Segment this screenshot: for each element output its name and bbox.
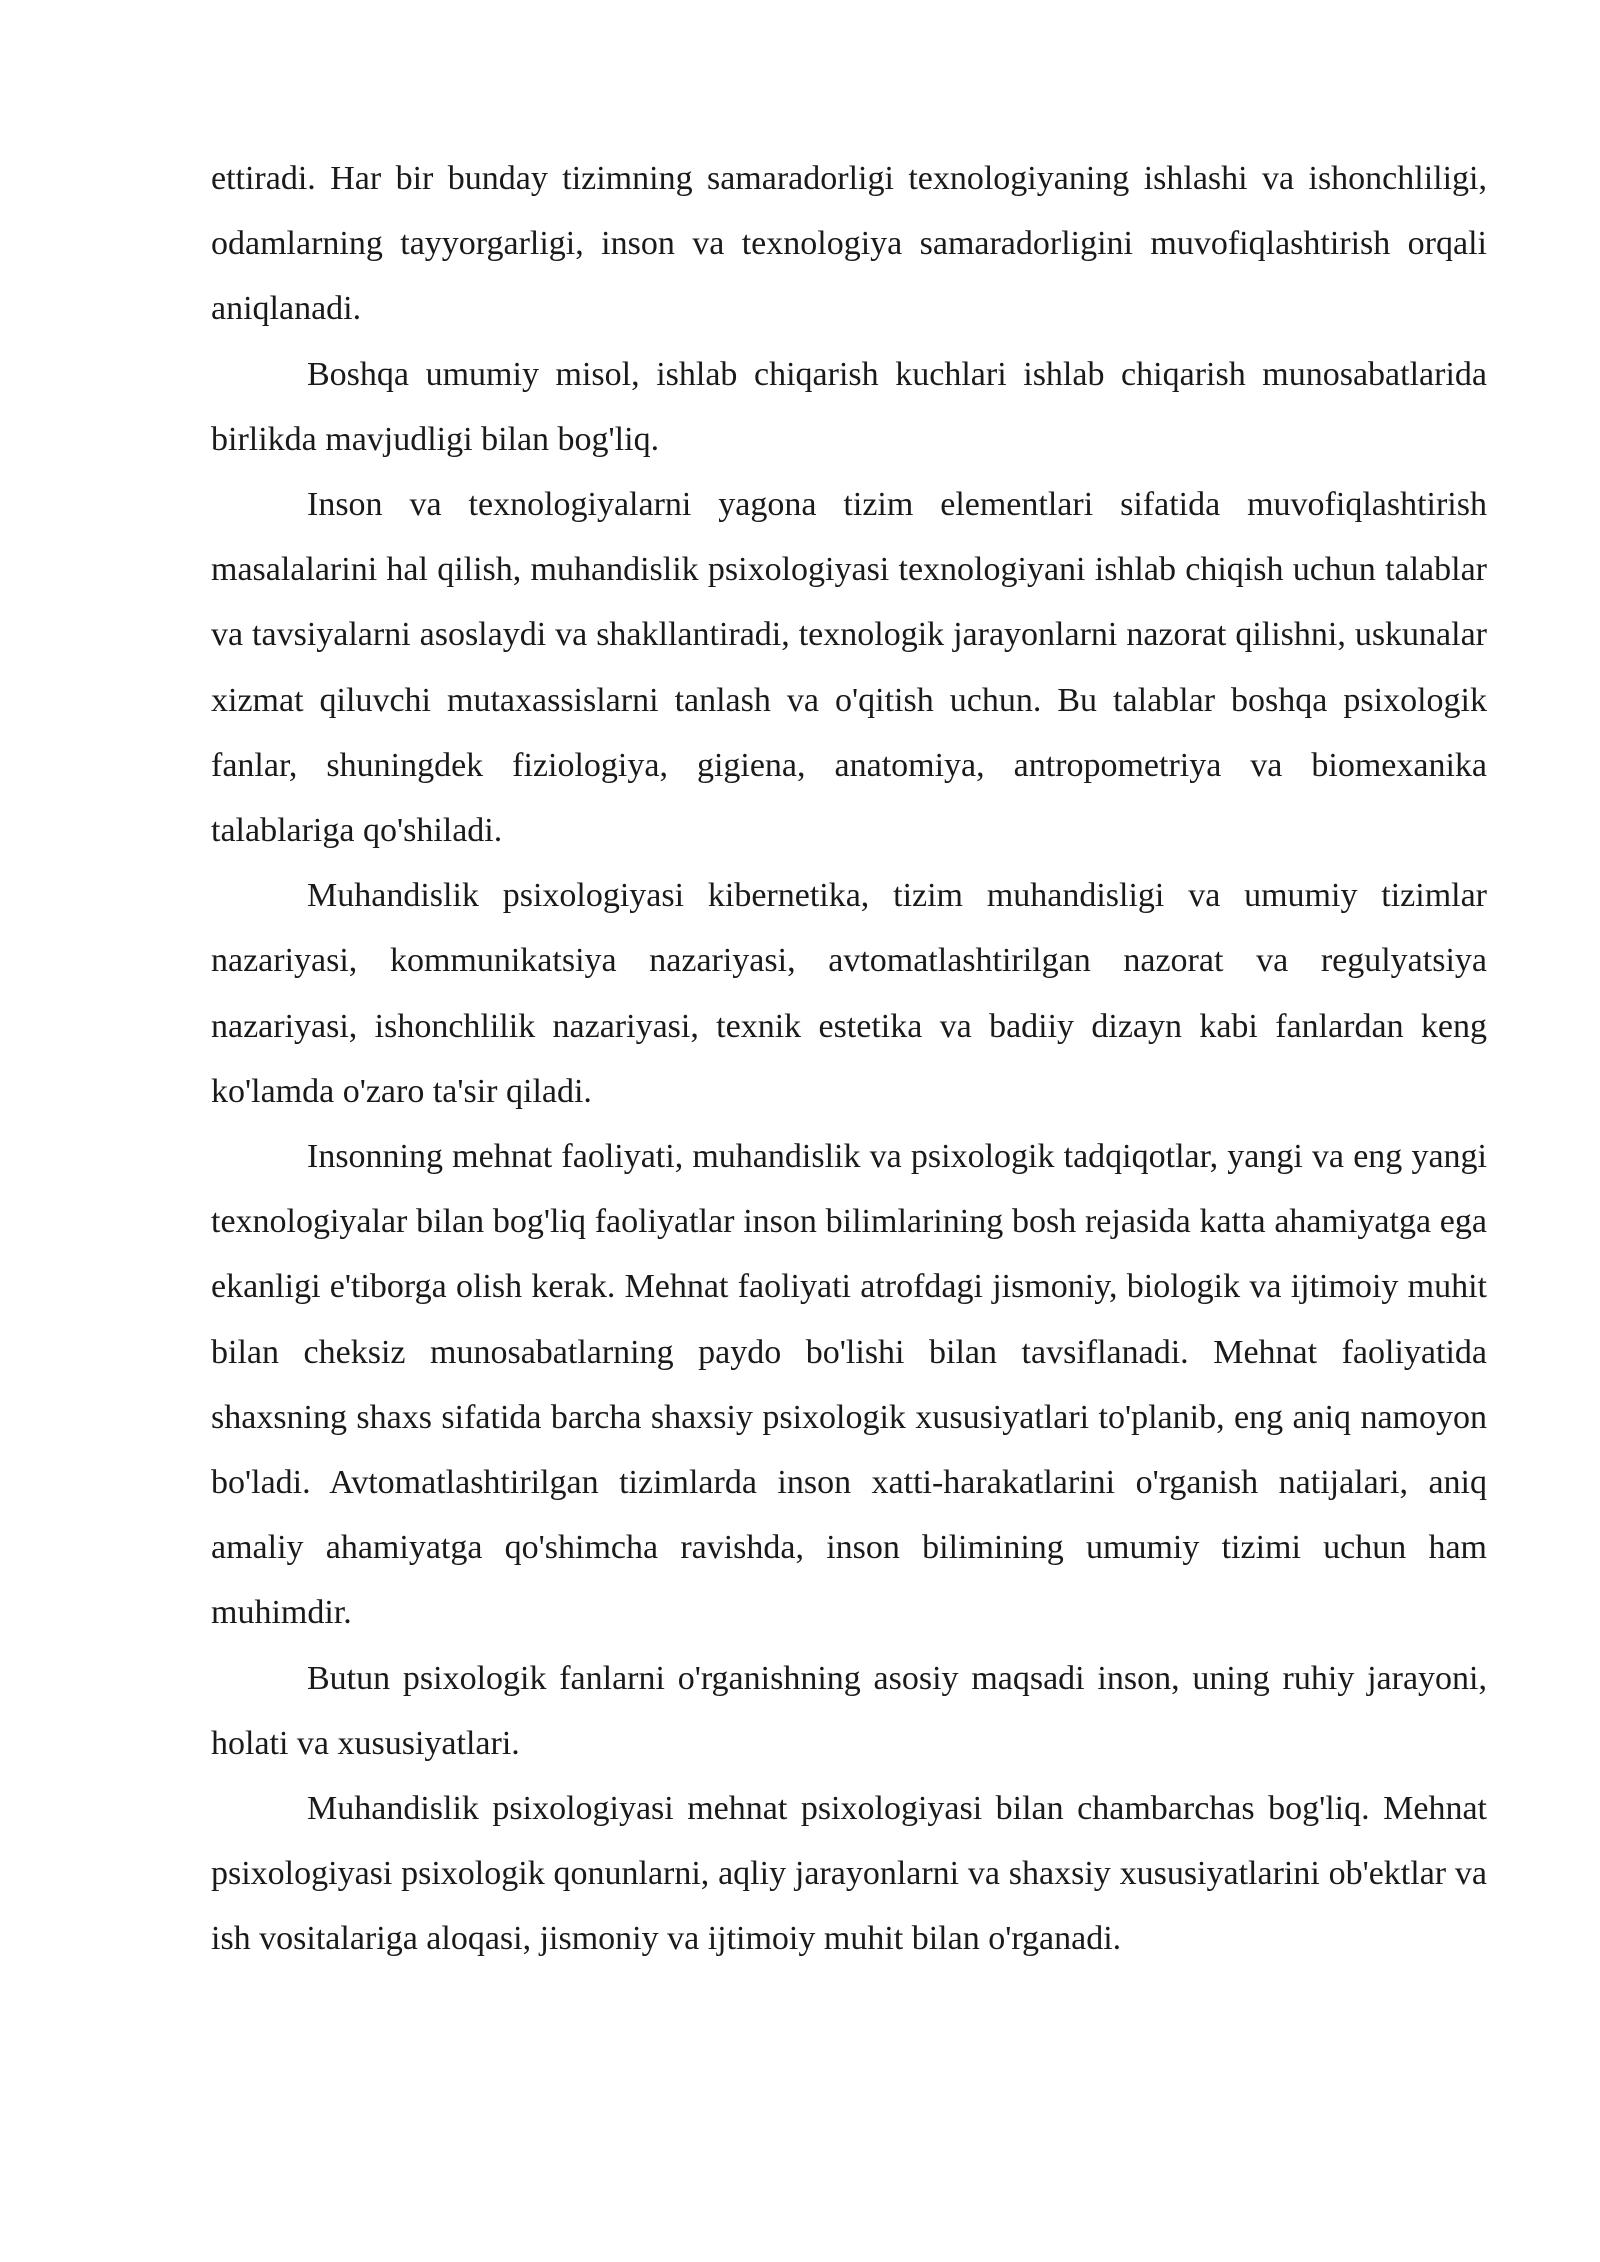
paragraph: Insonning mehnat faoliyati, muhandislik va psixologik tadqiqotlar, yangi va eng yangi texnologiyalar bilan bog'liq faoliyatlar inson bilimlarining bosh rejasida katta ahamiyatga ega ekanligi e'tiborga olish kerak. Mehnat faoliyati atrofdagi jismoniy, biologik va ijtimoiy muhit bilan cheksiz munosabatlarning paydo bo'lishi bilan tavsiflanadi. Mehnat faoliyatida shaxsning shaxs sifatida barcha shaxsiy psixologik xususiyatlari to'planib, eng aniq namoyon bo'ladi. Avtomatlashtirilgan tizimlarda inson xatti-harakatlarini o'rganish natijalari, aniq amaliy ahamiyatga qo'shimcha ravishda, inson bilimining umumiy tizimi uchun ham muhimdir.	[211, 1138, 1487, 1632]
document-body	[211, 146, 1487, 1972]
paragraph: Muhandislik psixologiyasi mehnat psixologiyasi bilan chambarchas bog'liq. Mehnat psixologiyasi psixologik qonunlarni, aqliy jarayonlarni va shaxsiy xususiyatlarini ob'ektlar va ish vositalariga aloqasi, jismoniy va ijtimoiy muhit bilan o'rganadi.	[211, 1790, 1487, 1958]
paragraph: Muhandislik psixologiyasi kibernetika, tizim muhandisligi va umumiy tizimlar nazariyasi, kommunikatsiya nazariyasi, avtomatlashtirilgan nazorat va regulyatsiya nazariyasi, ishonchlilik nazariyasi, texnik estetika va badiiy dizayn kabi fanlardan keng ko'lamda o'zaro ta'sir qiladi.	[211, 877, 1487, 1110]
paragraph: Inson va texnologiyalarni yagona tizim elementlari sifatida muvofiqlashtirish masalalarini hal qilish, muhandislik psixologiyasi texnologiyani ishlab chiqish uchun talablar va tavsiyalarni asoslaydi va shakllantiradi, texnologik jarayonlarni nazorat qilishni, uskunalar xizmat qiluvchi mutaxassislarni tanlash va o'qitish uchun. Bu talablar boshqa psixologik fanlar, shuningdek fiziologiya, gigiena, anatomiya, antropometriya va biomexanika talablariga qo'shiladi.	[211, 486, 1487, 850]
paragraph: Butun psixologik fanlarni o'rganishning asosiy maqsadi inson, uning ruhiy jarayoni, holati va xususiyatlari.	[211, 1659, 1487, 1762]
paragraph: Boshqa umumiy misol, ishlab chiqarish kuchlari ishlab chiqarish munosabatlarida birlikda mavjudligi bilan bog'liq.	[211, 355, 1487, 458]
paragraph-continuation: ettiradi. Har bir bunday tizimning samaradorligi texnologiyaning ishlashi va ishonchliligi, odamlarning tayyorgarligi, inson va texnologiya samaradorligini muvofiqlashtirish orqali aniqlanadi.	[211, 160, 1487, 328]
